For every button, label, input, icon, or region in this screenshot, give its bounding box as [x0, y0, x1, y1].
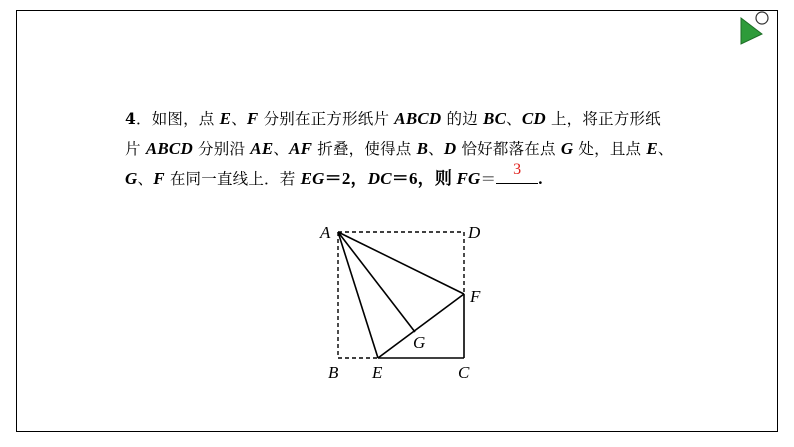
label-D: D [468, 223, 481, 242]
problem-number: 4 [125, 109, 136, 128]
text: ＝ [480, 170, 497, 188]
label-C: C [458, 363, 470, 382]
label-E: E [372, 363, 383, 382]
var-ABCD: ABCD [145, 139, 193, 158]
var-G: G [125, 169, 138, 188]
var-F: F [246, 109, 259, 128]
text: . [538, 169, 543, 188]
play-icon[interactable] [738, 10, 774, 46]
text: 、 [231, 110, 247, 128]
text: ＝6，则 [391, 169, 457, 188]
var-AF: AF [289, 139, 313, 158]
text: ．如图，点 [136, 110, 220, 128]
label-F: F [470, 287, 481, 306]
var-E: E [646, 139, 658, 158]
var-CD: CD [521, 109, 546, 128]
answer-value: 3 [513, 161, 522, 178]
var-B: B [416, 139, 429, 158]
var-E: E [219, 109, 232, 128]
text: 、 [428, 140, 444, 158]
text: 恰好都落在点 [456, 140, 561, 158]
var-FG: FG [456, 169, 481, 188]
answer-blank[interactable] [496, 161, 538, 184]
var-ABCD: ABCD [394, 109, 442, 128]
var-AE: AE [250, 139, 274, 158]
problem-text [125, 104, 685, 194]
text: 在同一直线上．若 [164, 170, 301, 188]
text: 上，将正方形纸 [545, 110, 661, 128]
text: 、 [137, 170, 154, 188]
text: 的边 [441, 110, 484, 128]
var-D: D [443, 139, 457, 158]
label-G: G [413, 333, 426, 352]
text: 、 [657, 140, 674, 158]
var-F: F [153, 169, 165, 188]
label-A: A [320, 223, 331, 242]
var-BC: BC [483, 109, 507, 128]
var-G: G [560, 139, 574, 158]
text: 折叠，使得点 [312, 140, 417, 158]
text: 片 [125, 140, 146, 158]
var-EG: EG [300, 169, 325, 188]
var-DC: DC [367, 169, 392, 188]
text: 分别在正方形纸片 [258, 110, 395, 128]
geometry-figure [312, 216, 502, 386]
text: 处，且点 [573, 140, 647, 158]
text: 、 [506, 110, 522, 128]
label-B: B [328, 363, 339, 382]
text: 、 [273, 140, 290, 158]
text: ＝2， [324, 169, 368, 188]
text: 分别沿 [192, 140, 251, 158]
